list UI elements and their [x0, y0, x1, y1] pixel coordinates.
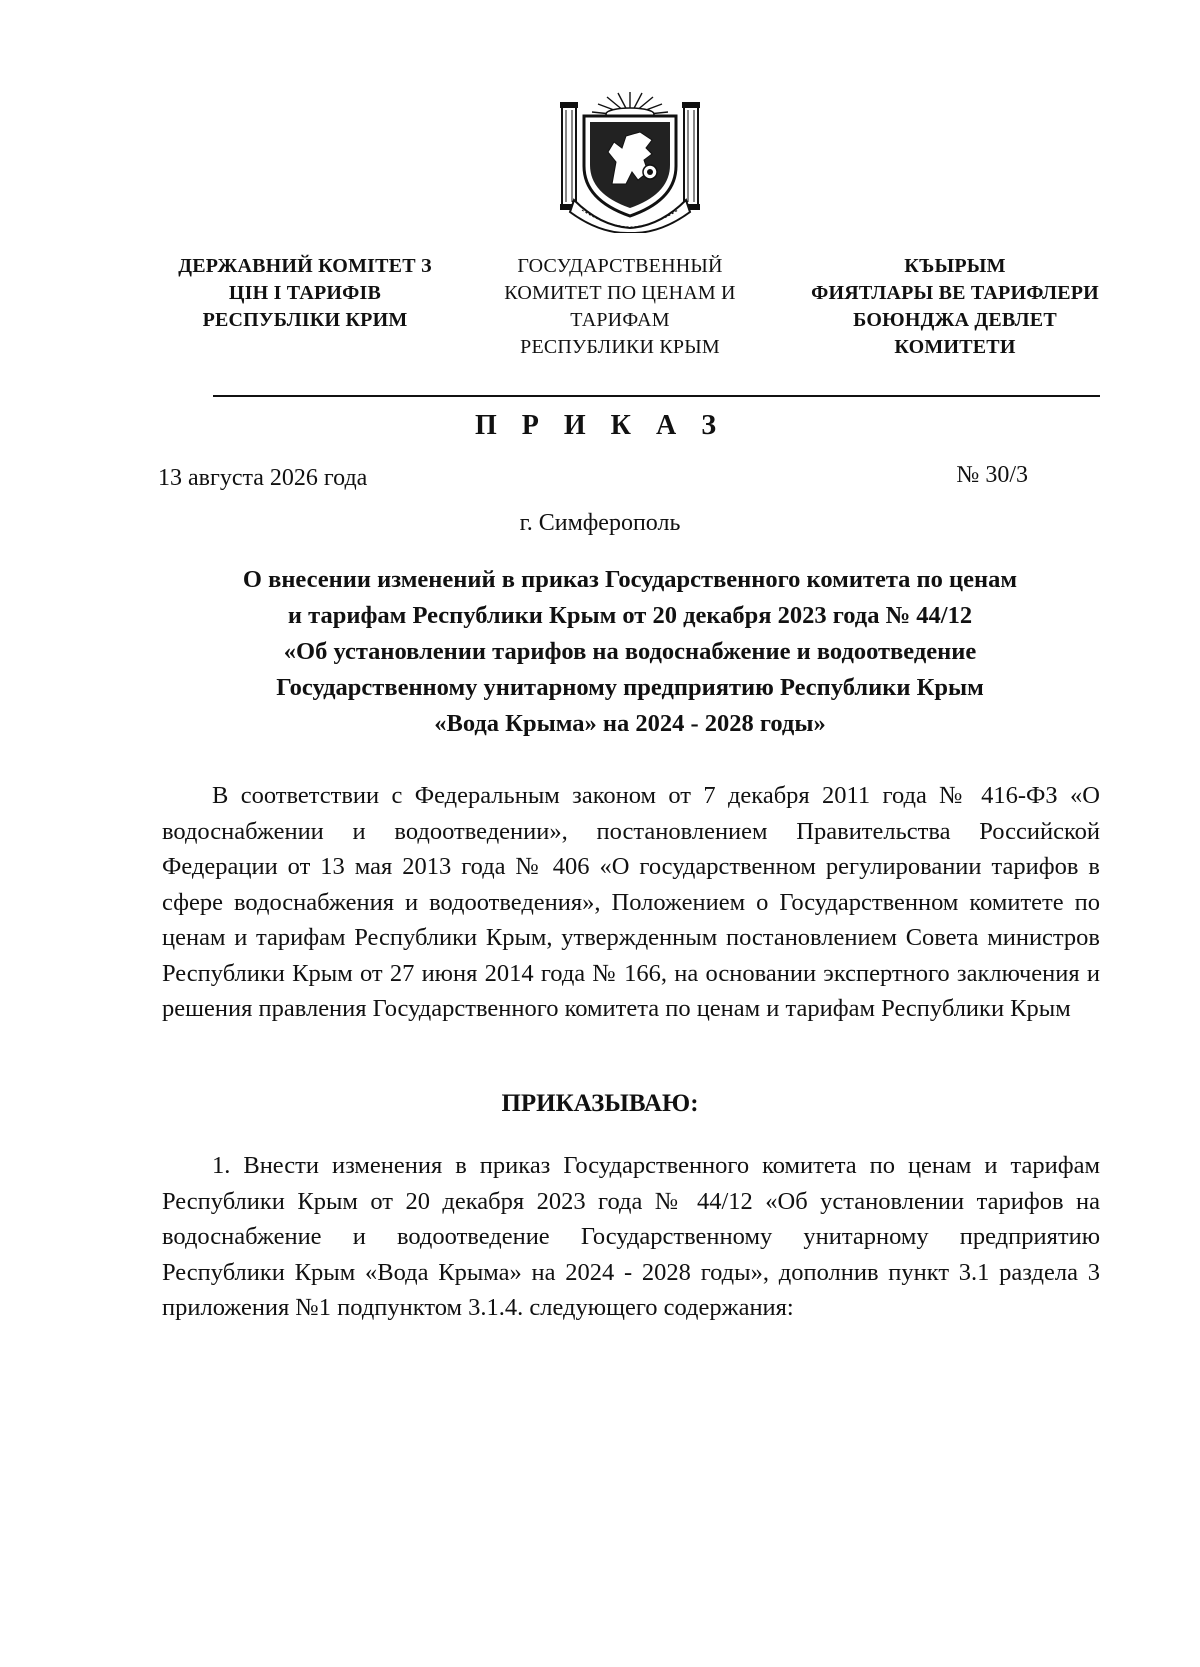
directive-heading: ПРИКАЗЫВАЮ: [501, 1090, 699, 1117]
title-line: «Вода Крыма» на 2024 - 2028 годы» [434, 710, 826, 737]
agency-ua-line: РЕСПУБЛІКИ КРИМ [202, 309, 408, 331]
document-title [160, 562, 1100, 742]
document-date: 13 августа 2026 года [158, 465, 368, 491]
agency-ru-line: КОМИТЕТ ПО ЦЕНАМ И [504, 282, 736, 304]
agency-ru-line: ТАРИФАМ [570, 309, 670, 331]
agency-name-ukrainian [160, 253, 450, 334]
document-type-heading: П Р И К А З [475, 410, 725, 441]
agency-crh-line: КОМИТЕТИ [894, 336, 1016, 358]
agency-ua-line: ЦІН І ТАРИФІВ [228, 282, 382, 304]
document-city: г. Симферополь [519, 510, 681, 536]
agency-ru-line: РЕСПУБЛИКИ КРЫМ [520, 336, 720, 358]
title-line: О внесении изменений в приказ Государственного комитета по ценам [242, 566, 1018, 593]
title-line: «Об установлении тарифов на водоснабжение и водоотведение [283, 638, 977, 665]
agency-ua-line: ДЕРЖАВНИЙ КОМІТЕТ З [178, 255, 432, 277]
title-line: Государственному унитарному предприятию Республики Крым [276, 674, 984, 701]
agency-crh-line: КЪЫРЫМ [904, 255, 1006, 277]
agency-name-crimean-tatar [790, 253, 1120, 361]
header-divider [213, 395, 1100, 397]
order-item-1: 1. Внести изменения в приказ Государственного комитета по ценам и тарифам Республики Крым от 20 декабря 2023 года № 44/12 «Об установлении тарифов на водоснабжение и водоотведение Государственному унитарному предприятию Республики Крым «Вода Крыма» на 2024 - 2028 годы», дополнив пункт 3.1 раздела 3 приложения №1 подпунктом 3.1.4. следующего содержания: [162, 1152, 1100, 1321]
title-line: и тарифам Республики Крым от 20 декабря 2023 года № 44/12 [287, 602, 973, 629]
agency-name-russian [470, 253, 770, 361]
agency-crh-line: БОЮНДЖА ДЕВЛЕТ [853, 309, 1057, 331]
agency-ru-line: ГОСУДАРСТВЕННЫЙ [517, 255, 723, 277]
preamble-paragraph: В соответствии с Федеральным законом от 7 декабря 2011 года № 416-ФЗ «О водоснабжении и водоотведении», постановлением Правительства Российской Федерации от 13 мая 2013 года № 406 «О государственном регулировании тарифов в сфере водоснабжения и водоотведения», Положением о Государственном комитете по ценам и тарифам Республики Крым, утвержденным постановлением Совета министров Республики Крым от 27 июня 2014 года № 166, на основании экспертного заключения и решения правления Государственного комитета по ценам и тарифам Республики Крым [162, 782, 1100, 1022]
agency-crh-line: ФИЯТЛАРЫ ВЕ ТАРИФЛЕРИ [811, 282, 1099, 304]
coat-of-arms-emblem [560, 88, 700, 233]
document-number: № 30/3 [956, 462, 1028, 488]
